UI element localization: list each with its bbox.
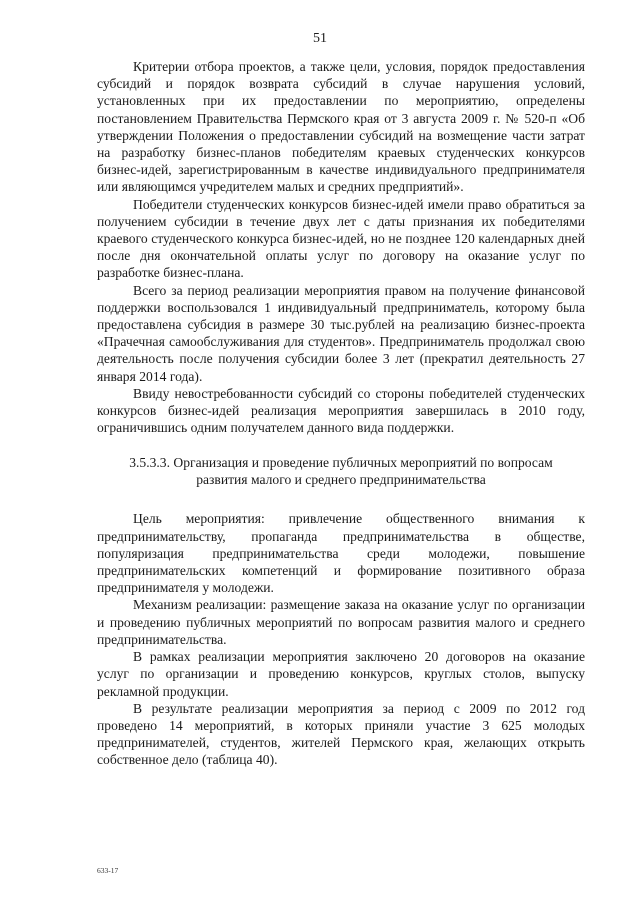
paragraph-goal: Цель мероприятия: привлечение общественного внимания к предпринимательству, пропаганда предпринимательства в обществе, популяризация предпринимательства среди молодежи, повышение предпринимательских компетенций и формирование позитивного образа предпринимателя у молодежи. xyxy=(97,511,585,596)
paragraph-completion: Ввиду невостребованности субсидий со стороны победителей студенческих конкурсов бизнес-идей реализация мероприятия завершилась в 2010 году, ограничившись одним получателем данного вида поддержки. xyxy=(97,385,585,436)
section-heading: 3.5.3.3. Организация и проведение публичных мероприятий по вопросам развития малого и среднего предпринимательства xyxy=(129,455,553,487)
paragraph-contracts: В рамках реализации мероприятия заключено 20 договоров на оказание услуг по организации и проведению конкурсов, круглых столов, выпуску рекламной продукции. xyxy=(97,649,585,699)
page-number: 51 xyxy=(313,31,327,46)
document-body xyxy=(97,58,585,769)
paragraph-mechanism: Механизм реализации: размещение заказа на оказание услуг по организации и проведению публичных мероприятий по вопросам развития малого и среднего предпринимательства. xyxy=(97,597,585,647)
paragraph-support-usage: Всего за период реализации мероприятия правом на получение финансовой поддержки воспользовался 1 индивидуальный предприниматель, которому была предоставлена субсидия в размере 30 тыс.рублей на реализацию бизнес-проекта «Прачечная самообслуживания для студентов». Предприниматель продолжал свою деятельность после получения субсидии более 3 лет (прекратил деятельность 27 января 2014 года). xyxy=(97,282,585,384)
footer-code: 633-17 xyxy=(97,866,119,875)
paragraph-results: В результате реализации мероприятия за период с 2009 по 2012 год проведено 14 мероприятий, в которых приняли участие 3 625 молодых предпринимателей, студентов, жителей Пермского края, желающих открыть собственное дело (таблица 40). xyxy=(97,700,585,768)
paragraph-winners-right: Победители студенческих конкурсов бизнес-идей имели право обратиться за получением субсидии в течение двух лет с даты признания их победителями краевого студенческого конкурса бизнес-идей, но не позднее 120 календарных дней после дня окончательной оплаты услуг по договору на оказание услуг по разработке бизнес-плана. xyxy=(97,196,585,281)
paragraph-selection-criteria: Критерии отбора проектов, а также цели, условия, порядок предоставления субсидий и порядок возврата субсидий в случае нарушения условий, установленных при их предоставлении по мероприятию, определены постановлением Правительства Пермского края от 3 августа 2009 г. № 520-п «Об утверждении Положения о предоставлении субсидий на возмещение части затрат на разработку бизнес-планов победителям краевых студенческих конкурсов бизнес-идей, зарегистрированным в качестве индивидуального предпринимателя или являющимся учредителем малых и средних предприятий». xyxy=(97,59,585,195)
